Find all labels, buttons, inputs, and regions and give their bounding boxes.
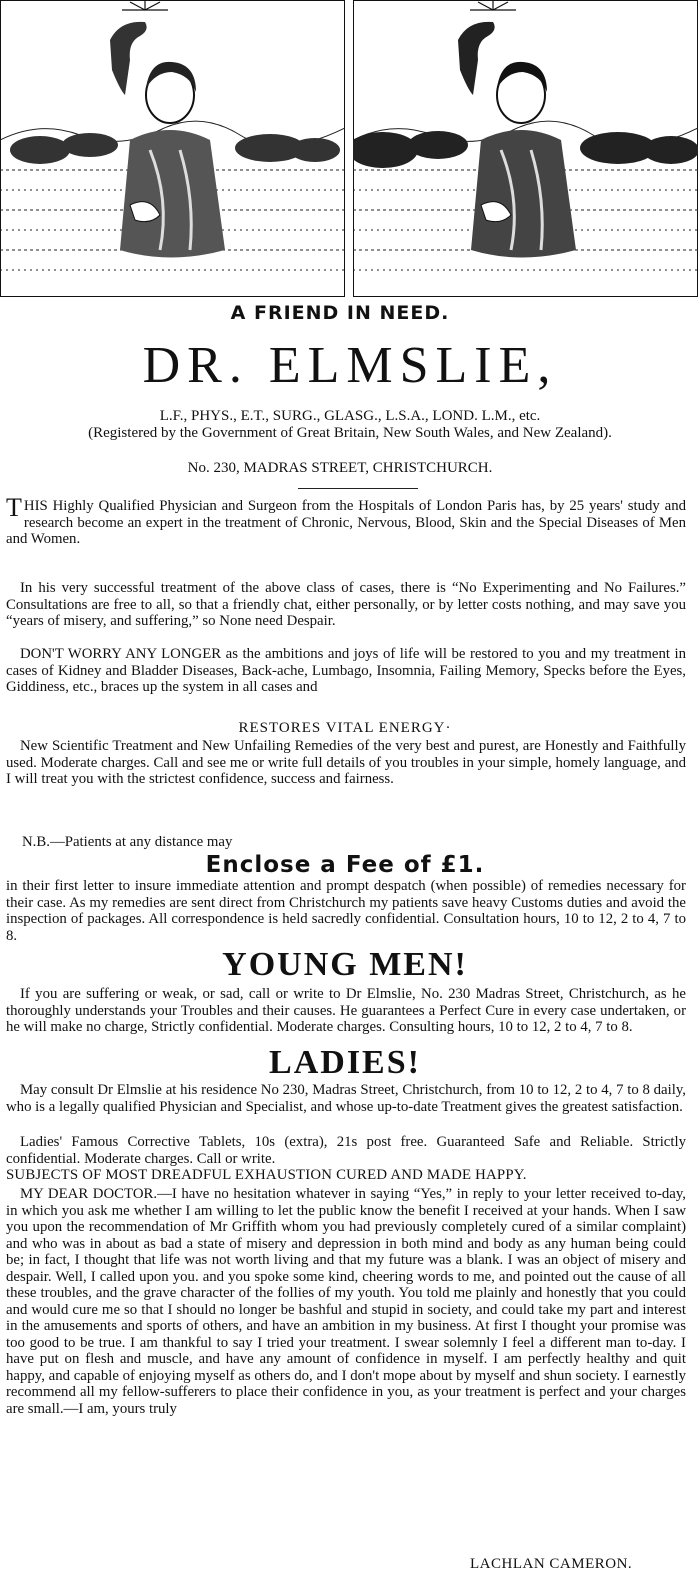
credentials (20, 408, 680, 442)
doctor-name-heading: DR. ELMSLIE, (142, 337, 558, 394)
credentials-line-2: (Registered by the Government of Great Britain, New South Wales, and New Zealand). (88, 425, 612, 441)
ladies-heading: LADIES! (269, 1044, 421, 1081)
address: No. 230, MADRAS STREET, CHRISTCHURCH. (187, 460, 493, 476)
illustration-right (353, 0, 698, 297)
illustration-left (0, 0, 345, 297)
tagline: A FRIEND IN NEED. (230, 302, 450, 324)
dont-worry-paragraph: DON'T WORRY ANY LONGER as the ambitions and joys of life will be restored to you and my treatment in cases of Kidney and Bladder Diseases, Back-ache, Lumbago, Insomnia, Failing Memory, Specks before the Eyes, Giddiness, etc., braces up the system in all cases and (6, 646, 686, 695)
intro-text: HIS Highly Qualified Physician and Surgeon from the Hospitals of London Paris has, by 25 years' study and research become an expert in the treatment of Chronic, Nervous, Blood, Skin and the Special Diseases of Men and Women. (6, 498, 686, 547)
restores-heading: RESTORES VITAL ENERGY· (238, 720, 452, 736)
signature: LACHLAN CAMERON. (470, 1556, 633, 1572)
intro-paragraph (6, 493, 686, 548)
testimonial-paragraph: MY DEAR DOCTOR.—I have no hesitation whatever in saying “Yes,” in reply to your letter received to-day, in which you ask me whether I am willing to let the public know the benefit I received at your hands. When I saw you upon the recommendation of Mr Griffith whom you had previously completely cured of a similar complaint) and who was in about as bad a state of misery and depression in both mind and body as any human being could be; in fact, I thought that life was not worth living and that my future was a blank. I was an object of misery and despair. Well, I called upon you. and you spoke some kind, cheering words to me, and pointed out the cause of all these troubles, and the grave character of the follies of my youth. You told me plainly and honestly that you could and would cure me so that I should no longer be bashful and stupid in society, and could take my part and interest in the amusements and sports of others, and have an ambition in my business. At first I thought your promise was too good to be true. I am thankful to say I tried your treatment. I swear solemnly I feel a different man to-day. I have put on flesh and muscle, and have any amount of confidence in myself. I am perfectly healthy and quit happy, and capable of enjoying myself as others do, and I don't mope about by myself and shun society. I earnestly recommend all my fellow-sufferers to place their confidence in you, as your treatment is perfect and your charges are small.—I am, yours truly (6, 1186, 686, 1417)
fee-heading: Enclose a Fee of £1. (205, 852, 485, 878)
divider-rule (298, 488, 418, 489)
treatment-paragraph: In his very successful treatment of the above class of cases, there is “No Experimenting and No Failures.” Consultations are free to all, so that a friendly chat, either personally, or by letter costs nothing, and may save you “years of misery, and suffering,” so None need Despair. (6, 580, 686, 629)
nb-line: N.B.—Patients at any distance may (22, 834, 233, 850)
young-men-paragraph: If you are suffering or weak, or sad, call or write to Dr Elmslie, No. 230 Madras Street, Christchurch, as he thoroughly understands your Troubles and their causes. He guarantees a Perfect Cure in every case undertaken, or he will make no charge, Strictly confidential. Moderate charges. Consulting hours, 10 to 12, 2 to 4, 7 to 8. (6, 986, 686, 1035)
drop-cap: T (6, 493, 22, 522)
scientific-paragraph: New Scientific Treatment and New Unfailing Remedies of the very best and purest, are Honestly and Faithfully used. Moderate charges. Call and see me or write full details of you troubles in your simple, homely language, and I will treat you with the strictest confidence, success and fairness. (6, 738, 686, 787)
tablets-paragraph: Ladies' Famous Corrective Tablets, 10s (extra), 21s post free. Guaranteed Safe and Reliable. Strictly confidential. Moderate charges. Call or write. (6, 1134, 686, 1167)
fee-paragraph: in their first letter to insure immediate attention and prompt despatch (when possible) of remedies necessary for their case. As my remedies are sent direct from Christchurch my patients save heavy Customs duties and avoid the inspection of packages. All correspondence is held sacredly confidential. Consultation hours, 10 to 12, 2 to 4, 7 to 8. (6, 878, 686, 944)
ladies-paragraph: May consult Dr Elmslie at his residence No 230, Madras Street, Christchurch, from 10 to 12, 2 to 4, 7 to 8 daily, who is a legally qualified Physician and Specialist, and whose up-to-date Treatment gives the greatest satisfaction. (6, 1082, 686, 1115)
credentials-line-1: L.F., PHYS., E.T., SURG., GLASG., L.S.A., LOND. L.M., etc. (159, 408, 541, 424)
subjects-heading: SUBJECTS OF MOST DREADFUL EXHAUSTION CURED AND MADE HAPPY. (6, 1167, 527, 1183)
young-men-heading: YOUNG MEN! (222, 946, 468, 983)
